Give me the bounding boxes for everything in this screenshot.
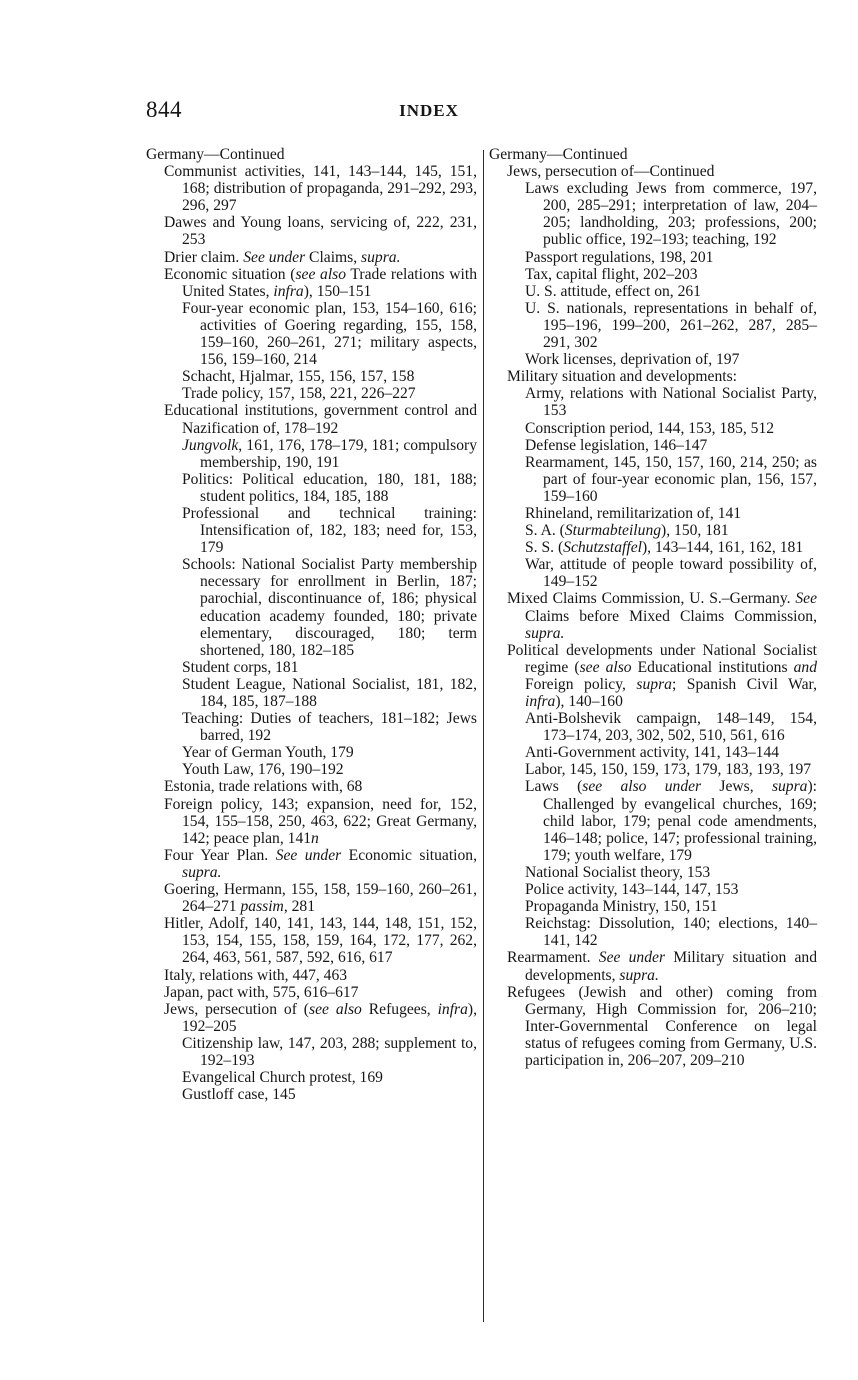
index-entry: Germany—Continued (146, 146, 285, 163)
index-entry: Foreign policy, 143; expansion, need for, 152, 154, 155–158, 250, 463, 622; Great Germany, 142; peace plan, 141n (164, 795, 477, 847)
index-entry: Police activity, 143–144, 147, 153 (525, 881, 739, 899)
index-entry: Japan, pact with, 575, 616–617 (164, 983, 359, 1001)
index-entry: Evangelical Church protest, 169 (182, 1069, 383, 1087)
index-entry: Political developments under National Socialist regime (see also Educational institutions and Foreign policy, supra; Spanish Civil War, infra), 140–160 (507, 641, 818, 710)
index-entry: U. S. nationals, representations in behalf of, 195–196, 199–200, 261–262, 287, 285–291, 302 (525, 299, 817, 352)
index-entry: Gustloff case, 145 (182, 1086, 296, 1104)
index-entry: Student League, National Socialist, 181, 182, 184, 185, 187–188 (182, 675, 477, 710)
index-entry: Italy, relations with, 447, 463 (164, 966, 348, 984)
index-entry: S. A. (Sturmabteilung), 150, 181 (525, 522, 729, 540)
index-entry: Rearmament. See under Military situation and developments, supra. (507, 949, 817, 984)
index-entry: Anti-Government activity, 141, 143–144 (525, 744, 780, 762)
index-entry: Communist activities, 141, 143–144, 145, 151, 168; distribution of propaganda, 291–292, 293, 296, 297 (164, 163, 477, 215)
index-entry: Four Year Plan. See under Economic situation, supra. (164, 846, 477, 881)
index-entry: Laws (see also under Jews, supra): Challenged by evangelical churches, 169; child labor, 179; penal code amendments, 146–148; police, 147; professional training, 179; youth welfare, 179 (525, 778, 817, 864)
index-entry: Professional and technical training: Intensification of, 182, 183; need for, 153, 179 (182, 504, 477, 557)
index-entry: Year of German Youth, 179 (182, 744, 354, 762)
index-entry: Politics: Political education, 180, 181, 188; student politics, 184, 185, 188 (182, 470, 477, 505)
column-divider (483, 150, 484, 1322)
index-entry: Propaganda Ministry, 150, 151 (525, 898, 718, 916)
index-entry: Work licenses, deprivation of, 197 (525, 351, 740, 369)
index-entry: Refugees (Jewish and other) coming from Germany, High Commission for, 206–210; Inter-Governmental Conference on legal status of refugees coming from Germany, U.S. participation in, 206–207, 209–210 (507, 983, 817, 1069)
index-entry: Youth Law, 176, 190–192 (182, 761, 344, 779)
index-entry: Four-year economic plan, 153, 154–160, 616; activities of Goering regarding, 155, 158, 159–160, 260–261, 271; military aspects, 156, 159–160, 214 (182, 299, 477, 369)
index-entry: Tax, capital flight, 202–203 (525, 265, 698, 283)
index-entry: Labor, 145, 150, 159, 173, 179, 183, 193, 197 (525, 761, 812, 779)
page-number: 844 (146, 97, 182, 122)
index-entry: Military situation and developments: (507, 368, 737, 386)
index-entry: Mixed Claims Commission, U. S.–Germany. See Claims before Mixed Claims Commission, supra. (507, 590, 817, 642)
index-entry: Rearmament, 145, 150, 157, 160, 214, 250; as part of four-year economic plan, 156, 157, 159–160 (525, 453, 817, 505)
index-entry: Estonia, trade relations with, 68 (164, 778, 363, 796)
index-entry: Student corps, 181 (182, 658, 299, 676)
index-entry: Economic situation (see also Trade relations with United States, infra), 150–151 (164, 265, 477, 300)
index-entry: Dawes and Young loans, servicing of, 222, 231, 253 (164, 214, 477, 249)
index-entry: Citizenship law, 147, 203, 288; supplement to, 192–193 (182, 1034, 477, 1069)
index-entry: Trade policy, 157, 158, 221, 226–227 (182, 385, 416, 403)
index-entry: Anti-Bolshevik campaign, 148–149, 154, 173–174, 203, 302, 502, 510, 561, 616 (525, 710, 817, 745)
index-entry: Goering, Hermann, 155, 158, 159–160, 260–261, 264–271 passim, 281 (164, 881, 477, 916)
index-entry: Jews, persecution of (see also Refugees, infra), 192–205 (164, 1000, 478, 1035)
index-entry: Teaching: Duties of teachers, 181–182; Jews barred, 192 (182, 710, 477, 745)
index-entry: S. S. (Schutzstaffel), 143–144, 161, 162, 181 (525, 539, 804, 557)
index-entry: Jews, persecution of—Continued (507, 163, 715, 181)
index-entry: Educational institutions, government control and Nazification of, 178–192 (164, 402, 477, 437)
index-entry: Drier claim. See under Claims, supra. (164, 248, 401, 266)
index-entry: Conscription period, 144, 153, 185, 512 (525, 419, 775, 437)
index-entry: Laws excluding Jews from commerce, 197, 200, 285–291; interpretation of law, 204–205; landholding, 203; professions, 200; public office, 192–193; teaching, 192 (525, 180, 817, 249)
index-entry: Rhineland, remilitarization of, 141 (525, 504, 742, 522)
index-entry: U. S. attitude, effect on, 261 (525, 282, 701, 300)
index-entry: War, attitude of people toward possibility of, 149–152 (525, 556, 817, 591)
index-entry: Germany—Continued (489, 146, 628, 163)
index-entry: Defense legislation, 146–147 (525, 436, 708, 454)
index-entry: Hitler, Adolf, 140, 141, 143, 144, 148, 151, 152, 153, 154, 155, 158, 159, 164, 172, 177, 262, 264, 463, 561, 587, 592, 616, 617 (164, 915, 477, 967)
index-entry: Reichstag: Dissolution, 140; elections, 140–141, 142 (525, 915, 817, 950)
index-column-left (146, 146, 477, 1103)
index-entry: National Socialist theory, 153 (525, 863, 711, 881)
running-head: INDEX (399, 101, 459, 120)
index-entry: Schacht, Hjalmar, 155, 156, 157, 158 (182, 368, 415, 386)
index-entry: Army, relations with National Socialist Party, 153 (525, 385, 817, 420)
index-entry: Jungvolk, 161, 176, 178–179, 181; compulsory membership, 190, 191 (182, 436, 477, 471)
index-column-right (489, 146, 817, 1069)
index-entry: Passport regulations, 198, 201 (525, 248, 714, 266)
index-entry: Schools: National Socialist Party membership necessary for enrollment in Berlin, 187; parochial, discontinuance of, 186; physical education academy founded, 180; private elementary, discouraged, 180; term shortened, 180, 182–185 (182, 556, 477, 659)
